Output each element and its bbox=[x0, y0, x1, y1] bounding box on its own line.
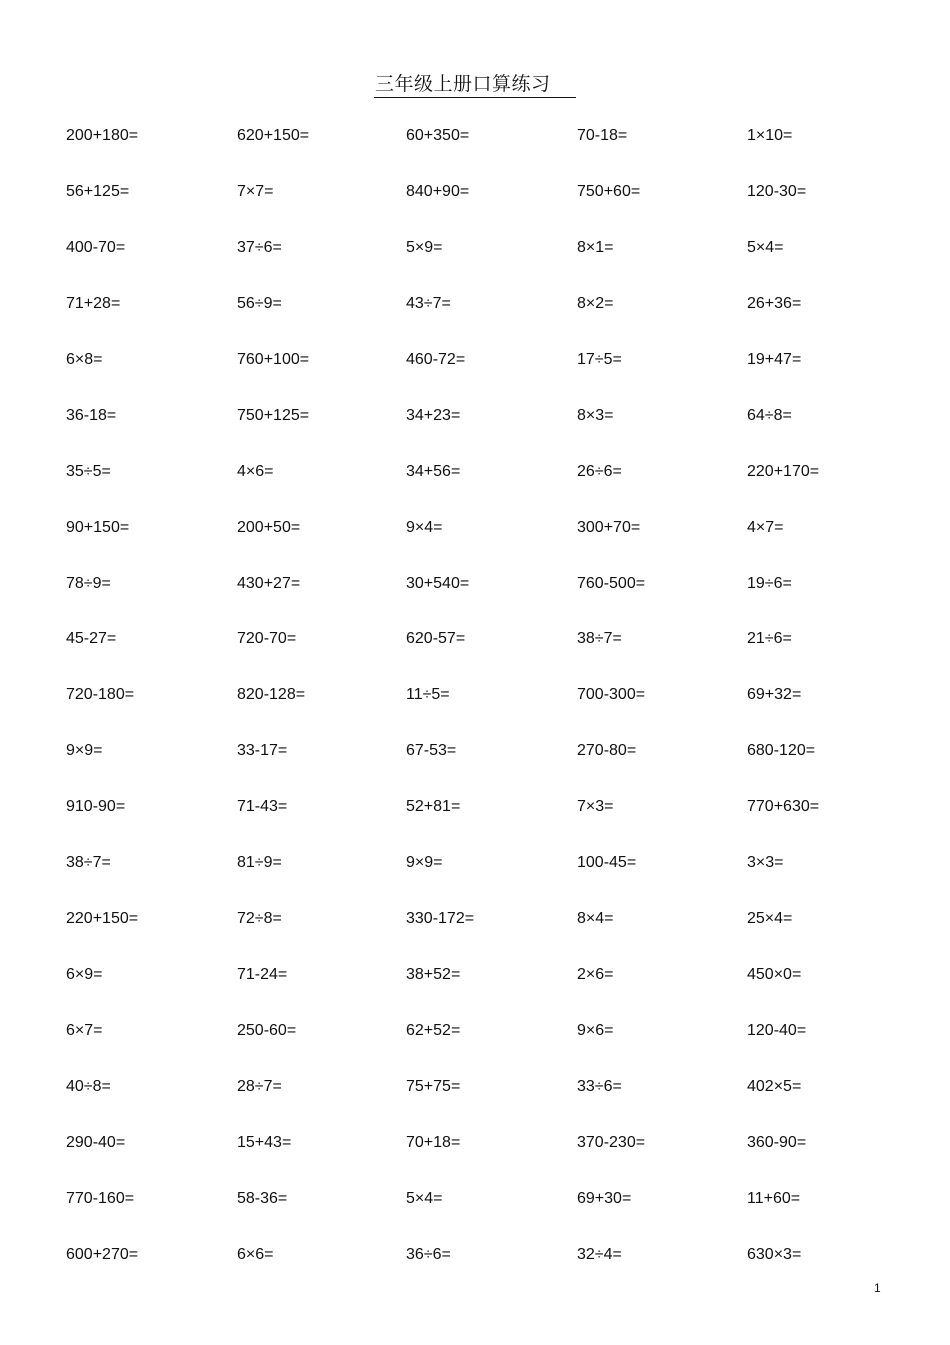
arithmetic-problem: 30+540= bbox=[406, 574, 470, 592]
arithmetic-problem: 220+170= bbox=[747, 462, 820, 480]
arithmetic-problem: 36÷6= bbox=[406, 1245, 451, 1263]
arithmetic-problem: 400-70= bbox=[66, 238, 126, 256]
arithmetic-problem: 8×4= bbox=[577, 910, 614, 928]
arithmetic-problem: 120-40= bbox=[747, 1022, 807, 1039]
arithmetic-problem: 220+150= bbox=[66, 910, 139, 928]
problem-row bbox=[66, 1241, 926, 1297]
arithmetic-problem: 34+23= bbox=[406, 406, 461, 424]
arithmetic-problem: 17÷5= bbox=[577, 350, 622, 368]
arithmetic-problem: 8×3= bbox=[577, 406, 614, 424]
problem-row bbox=[66, 793, 926, 849]
arithmetic-problem: 19+47= bbox=[747, 350, 802, 368]
arithmetic-problem: 9×4= bbox=[406, 518, 443, 536]
arithmetic-problem: 460-72= bbox=[406, 350, 466, 368]
arithmetic-problem: 750+60= bbox=[577, 182, 641, 200]
arithmetic-problem: 60+350= bbox=[406, 127, 470, 144]
arithmetic-problem: 2×6= bbox=[577, 966, 614, 984]
arithmetic-problem: 56÷9= bbox=[237, 294, 282, 312]
arithmetic-problem: 8×2= bbox=[577, 294, 614, 312]
arithmetic-problem: 450×0= bbox=[747, 966, 802, 984]
arithmetic-problem: 200+50= bbox=[237, 518, 301, 536]
arithmetic-problem: 100-45= bbox=[577, 854, 637, 872]
arithmetic-problem: 70-18= bbox=[577, 127, 628, 144]
arithmetic-problem: 81÷9= bbox=[237, 854, 282, 872]
problem-row bbox=[66, 1185, 926, 1241]
arithmetic-problem: 71-43= bbox=[237, 798, 288, 816]
arithmetic-problem: 62+52= bbox=[406, 1022, 461, 1039]
problem-row bbox=[66, 402, 926, 458]
arithmetic-problem: 52+81= bbox=[406, 798, 461, 816]
arithmetic-problem: 770+630= bbox=[747, 798, 820, 816]
arithmetic-problem: 620+150= bbox=[237, 127, 310, 144]
arithmetic-problem: 37÷6= bbox=[237, 238, 282, 256]
problem-row bbox=[66, 681, 926, 737]
arithmetic-problem: 35÷5= bbox=[66, 462, 111, 480]
arithmetic-problem: 69+30= bbox=[577, 1189, 632, 1207]
arithmetic-problem: 630×3= bbox=[747, 1245, 802, 1263]
arithmetic-problem: 5×4= bbox=[747, 238, 784, 256]
arithmetic-problem: 90+150= bbox=[66, 518, 130, 536]
problem-row bbox=[66, 1073, 926, 1129]
arithmetic-problem: 64÷8= bbox=[747, 406, 792, 424]
arithmetic-problem: 270-80= bbox=[577, 742, 637, 760]
arithmetic-problem: 620-57= bbox=[406, 630, 466, 648]
arithmetic-problem: 11+60= bbox=[747, 1189, 801, 1207]
arithmetic-problem: 360-90= bbox=[747, 1133, 807, 1151]
arithmetic-problem: 28÷7= bbox=[237, 1077, 282, 1095]
arithmetic-problem: 840+90= bbox=[406, 182, 470, 200]
arithmetic-problem: 4×6= bbox=[237, 462, 274, 480]
arithmetic-problem: 750+125= bbox=[237, 406, 310, 424]
problem-row bbox=[66, 234, 926, 290]
page-number: 1 bbox=[874, 1281, 881, 1295]
arithmetic-problem: 760-500= bbox=[577, 574, 646, 592]
arithmetic-problem: 910-90= bbox=[66, 798, 126, 816]
arithmetic-problem: 770-160= bbox=[66, 1189, 135, 1207]
arithmetic-problem: 33-17= bbox=[237, 742, 288, 760]
arithmetic-problem: 6×7= bbox=[66, 1022, 103, 1039]
arithmetic-problem: 120-30= bbox=[747, 182, 807, 200]
arithmetic-problem: 56+125= bbox=[66, 182, 130, 200]
arithmetic-problem: 200+180= bbox=[66, 127, 139, 144]
problem-row bbox=[66, 737, 926, 793]
arithmetic-problem: 402×5= bbox=[747, 1077, 802, 1095]
arithmetic-problem: 720-70= bbox=[237, 630, 297, 648]
arithmetic-problem: 6×6= bbox=[237, 1245, 274, 1263]
arithmetic-problem: 370-230= bbox=[577, 1133, 646, 1151]
arithmetic-problem: 430+27= bbox=[237, 574, 301, 592]
arithmetic-problem: 43÷7= bbox=[406, 294, 451, 312]
arithmetic-problem: 34+56= bbox=[406, 462, 461, 480]
problem-row bbox=[66, 1017, 926, 1073]
problem-row bbox=[66, 458, 926, 514]
arithmetic-problem: 7×7= bbox=[237, 182, 274, 200]
arithmetic-problem: 40÷8= bbox=[66, 1077, 111, 1095]
arithmetic-problem: 75+75= bbox=[406, 1077, 461, 1095]
arithmetic-problem: 8×1= bbox=[577, 238, 614, 256]
arithmetic-problem: 38+52= bbox=[406, 966, 461, 984]
arithmetic-problem: 38÷7= bbox=[66, 854, 111, 872]
arithmetic-problem: 700-300= bbox=[577, 686, 646, 704]
arithmetic-problem: 1×10= bbox=[747, 127, 793, 144]
arithmetic-problem: 5×9= bbox=[406, 238, 443, 256]
problem-row bbox=[66, 961, 926, 1017]
arithmetic-problem: 3×3= bbox=[747, 854, 784, 872]
problem-row bbox=[66, 178, 926, 234]
arithmetic-problem: 250-60= bbox=[237, 1022, 297, 1039]
arithmetic-problem: 78÷9= bbox=[66, 574, 111, 592]
problem-row bbox=[66, 514, 926, 570]
arithmetic-problem: 330-172= bbox=[406, 910, 475, 928]
arithmetic-problem: 7×3= bbox=[577, 798, 614, 816]
arithmetic-problem: 26÷6= bbox=[577, 462, 622, 480]
arithmetic-problem: 58-36= bbox=[237, 1189, 288, 1207]
problem-row bbox=[66, 905, 926, 961]
arithmetic-problem: 760+100= bbox=[237, 350, 310, 368]
arithmetic-problem: 290-40= bbox=[66, 1133, 126, 1151]
arithmetic-problem: 33÷6= bbox=[577, 1077, 622, 1095]
arithmetic-problem: 820-128= bbox=[237, 686, 306, 704]
problem-row bbox=[66, 570, 926, 626]
arithmetic-problem: 6×9= bbox=[66, 966, 103, 984]
arithmetic-problem: 21÷6= bbox=[747, 630, 792, 648]
arithmetic-problem: 300+70= bbox=[577, 518, 641, 536]
problem-row bbox=[66, 346, 926, 402]
problem-row bbox=[66, 122, 926, 178]
page-title: 三年级上册口算练习 bbox=[374, 72, 576, 98]
problem-row bbox=[66, 625, 926, 681]
arithmetic-problem: 38÷7= bbox=[577, 630, 622, 648]
arithmetic-problem: 26+36= bbox=[747, 294, 802, 312]
problem-row bbox=[66, 290, 926, 346]
arithmetic-problem: 9×6= bbox=[577, 1022, 614, 1039]
arithmetic-problem: 6×8= bbox=[66, 350, 103, 368]
arithmetic-problem: 70+18= bbox=[406, 1133, 461, 1151]
problem-row bbox=[66, 1129, 926, 1185]
arithmetic-problem: 15+43= bbox=[237, 1133, 292, 1151]
arithmetic-problem: 9×9= bbox=[406, 854, 443, 872]
arithmetic-problem: 4×7= bbox=[747, 518, 784, 536]
arithmetic-problem: 5×4= bbox=[406, 1189, 443, 1207]
arithmetic-problem: 72÷8= bbox=[237, 910, 282, 928]
arithmetic-problem: 67-53= bbox=[406, 742, 457, 760]
problem-grid bbox=[66, 122, 926, 1297]
arithmetic-problem: 45-27= bbox=[66, 630, 117, 648]
arithmetic-problem: 71-24= bbox=[237, 966, 288, 984]
arithmetic-problem: 9×9= bbox=[66, 742, 103, 760]
arithmetic-problem: 19÷6= bbox=[747, 574, 792, 592]
arithmetic-problem: 71+28= bbox=[66, 294, 121, 312]
arithmetic-problem: 25×4= bbox=[747, 910, 793, 928]
arithmetic-problem: 680-120= bbox=[747, 742, 816, 760]
arithmetic-problem: 32÷4= bbox=[577, 1245, 622, 1263]
arithmetic-problem: 600+270= bbox=[66, 1245, 139, 1263]
arithmetic-problem: 720-180= bbox=[66, 686, 135, 704]
arithmetic-problem: 69+32= bbox=[747, 686, 802, 704]
arithmetic-problem: 11÷5= bbox=[406, 686, 450, 704]
arithmetic-problem: 36-18= bbox=[66, 406, 117, 424]
problem-row bbox=[66, 849, 926, 905]
